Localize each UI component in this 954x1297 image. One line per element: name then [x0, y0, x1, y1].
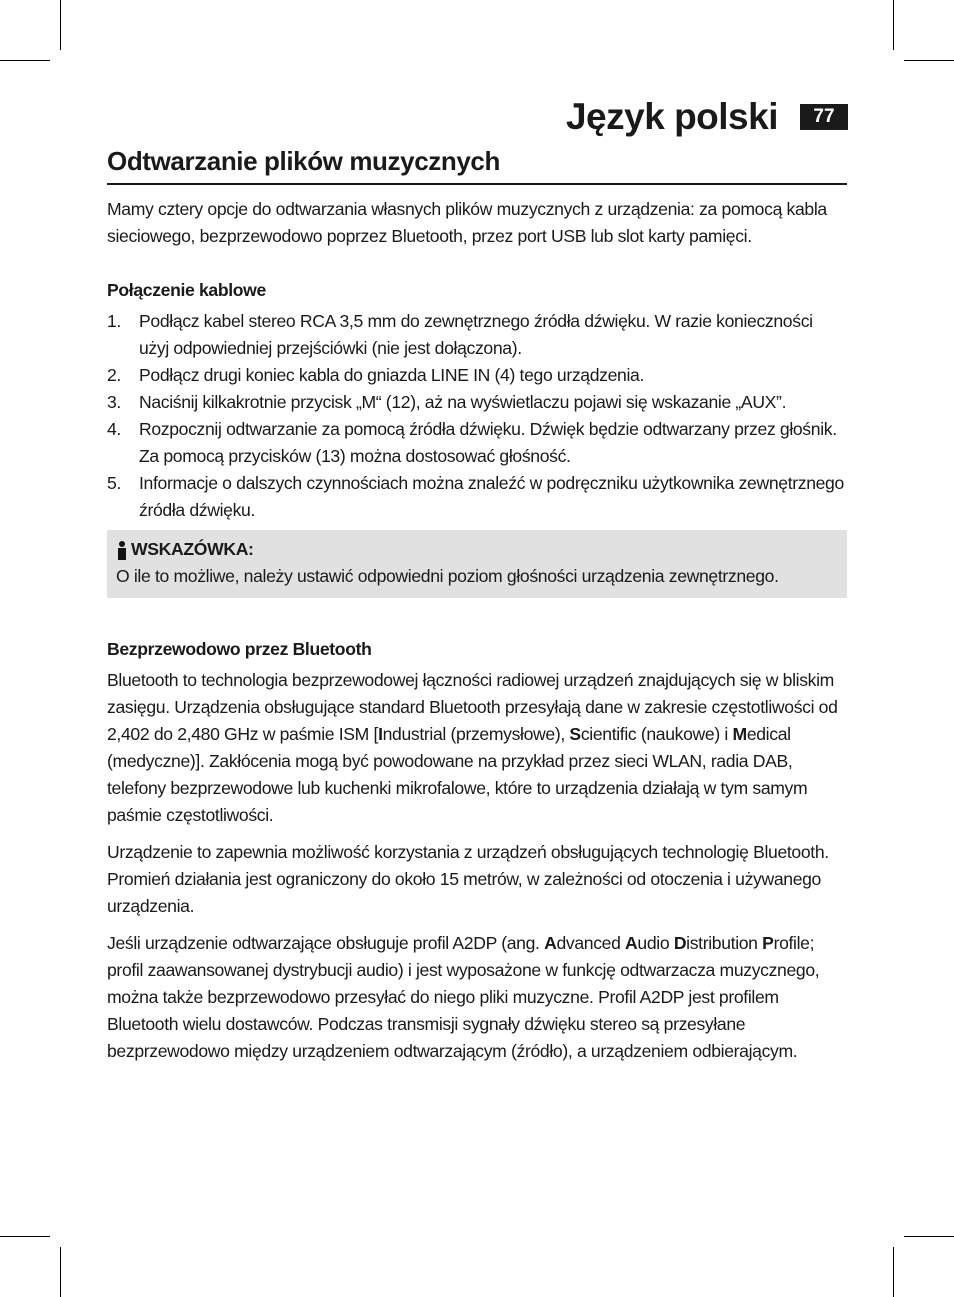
page-number: 77 [800, 104, 848, 130]
note-label: WSKAZÓWKA: [131, 539, 254, 559]
bold-letter: S [569, 724, 581, 744]
crop-mark [60, 1247, 61, 1297]
crop-mark [60, 0, 61, 50]
crop-mark [893, 0, 894, 50]
bold-letter: P [762, 933, 774, 953]
step-text: Rozpocznij odtwarzanie za pomocą źródła dźwięku. Dźwięk będzie odtwarzany przez głośnik. Za pomocą przycisków (13) można dostosować głośność. [139, 419, 837, 466]
step-number: 5. [107, 473, 121, 493]
list-item [107, 308, 847, 362]
text-run: Jeśli urządzenie odtwarzające obsługuje profil A2DP (ang. [107, 933, 545, 953]
text-run: istribution [686, 933, 763, 953]
note-heading [116, 536, 838, 563]
section-title: Odtwarzanie plików muzycznych [107, 146, 847, 185]
crop-mark [0, 60, 50, 61]
bold-letter: I [378, 724, 383, 744]
crop-mark [904, 60, 954, 61]
info-icon [116, 539, 127, 561]
note-box [107, 530, 847, 598]
cable-steps-list [107, 308, 847, 524]
bold-letter: M [732, 724, 747, 744]
list-item [107, 362, 847, 389]
cable-heading: Połączenie kablowe [107, 280, 266, 300]
bluetooth-paragraph-3 [107, 930, 847, 1065]
text-run: Bluetooth to technologia bezprzewodowej łączności radiowej urządzeń znajdujących się w bliskim zasięgu. Urządzenia obsługujące standard Bluetooth przesyłają dane w zakresie częstotliwości od 2,402 do 2,480 GHz w paśmie ISM [ [107, 670, 838, 744]
note-text: O ile to możliwe, należy ustawić odpowiedni poziom głośności urządzenia zewnętrznego. [116, 566, 779, 586]
step-number: 1. [107, 311, 121, 331]
list-item [107, 416, 847, 470]
text-run: dvanced [556, 933, 626, 953]
text-run: edical (medyczne)]. Zakłócenia mogą być powodowane na przykład przez sieci WLAN, radia DAB, telefony bezprzewodowe lub kuchenki mikrofalowe, które to urządzenia działają w tym samym paśmie częstotliwości. [107, 724, 808, 825]
crop-mark [904, 1236, 954, 1237]
bold-letter: A [544, 933, 557, 953]
step-text: Naciśnij kilkakrotnie przycisk „M“ (12), aż na wyświetlaczu pojawi się wskazanie „AUX”. [139, 392, 787, 412]
list-item [107, 389, 847, 416]
text-run: cientific (naukowe) i [580, 724, 733, 744]
language-title: Język polski [565, 96, 778, 137]
page-content [107, 196, 847, 1065]
bold-letter: D [673, 933, 687, 953]
bluetooth-paragraph-1 [107, 667, 847, 829]
text-run: udio [637, 933, 674, 953]
step-text: Podłącz drugi koniec kabla do gniazda LINE IN (4) tego urządzenia. [139, 365, 645, 385]
crop-mark [893, 1247, 894, 1297]
step-number: 2. [107, 365, 121, 385]
intro-paragraph: Mamy cztery opcje do odtwarzania własnych plików muzycznych z urządzenia: za pomocą kabla sieciowego, bezprzewodowo poprzez Bluetooth, przez port USB lub slot karty pamięci. [107, 199, 827, 246]
step-number: 3. [107, 392, 121, 412]
step-text: Podłącz kabel stereo RCA 3,5 mm do zewnętrznego źródła dźwięku. W razie konieczności użyj odpowiedniej przejściówki (nie jest dołączona). [139, 311, 813, 358]
crop-mark [0, 1236, 50, 1237]
bluetooth-heading: Bezprzewodowo przez Bluetooth [107, 639, 372, 659]
bold-letter: A [625, 933, 638, 953]
bluetooth-paragraph-2: Urządzenie to zapewnia możliwość korzystania z urządzeń obsługujących technologię Bluetooth. Promień działania jest ograniczony do około 15 metrów, w zależności od otoczenia i używanego urządzenia. [107, 842, 829, 916]
step-text: Informacje o dalszych czynnościach można znaleźć w podręczniku użytkownika zewnętrznego źródła dźwięku. [139, 473, 844, 520]
step-number: 4. [107, 419, 121, 439]
list-item [107, 470, 847, 524]
text-run: ndustrial (przemysłowe), [382, 724, 570, 744]
page-header [0, 96, 848, 144]
text-run: rofile; profil zaawansowanej dystrybucji audio) i jest wyposażone w funkcję odtwarzacza muzycznego, można także bezprzewodowo przesyłać do niego pliki muzyczne. Profil A2DP jest profilem Bluetooth wielu dostawców. Podczas transmisji sygnały dźwięku stereo są przesyłane bezprzewodowo między urządzeniem odtwarzającym (źródło), a urządzeniem odbierającym. [107, 933, 820, 1061]
